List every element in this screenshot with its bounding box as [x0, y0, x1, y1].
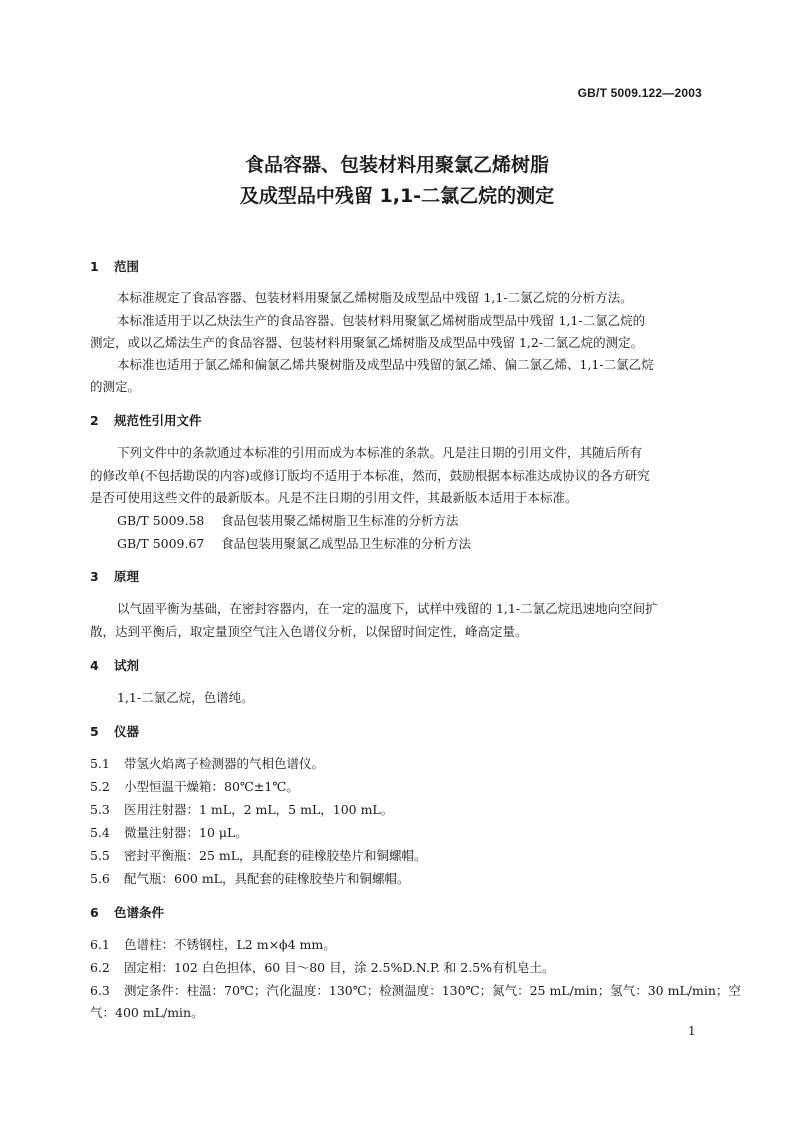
item-number: 5.5 — [90, 848, 110, 863]
section-heading-normative-references — [90, 411, 202, 429]
section-heading-reagents — [90, 656, 139, 674]
item-number: 6.3 — [90, 983, 110, 998]
item-text: 色谱柱：不锈钢柱，L2 m×ϕ4 mm。 — [124, 937, 336, 952]
item-number: 5.1 — [90, 756, 110, 771]
reference-code: GB/T 5009.58 — [117, 513, 205, 528]
reference-code: GB/T 5009.67 — [117, 536, 205, 551]
item-number: 6.2 — [90, 960, 110, 975]
section-heading-chromatographic-conditions — [90, 903, 164, 921]
condition-item — [90, 935, 336, 953]
item-text: 测定条件：柱温：70℃；汽化温度：130℃；检测温度：130℃；氮气：25 mL/min；氢气：30 mL/min；空 — [124, 983, 741, 998]
paragraph-line: 1,1-二氯乙烷，色谱纯。 — [117, 690, 254, 705]
instrument-item — [90, 754, 324, 772]
reference-entry — [117, 534, 471, 552]
section-heading-scope — [90, 257, 139, 275]
paragraph-line: 以气固平衡为基础，在密封容器内，在一定的温度下，试样中残留的 1,1-二氯乙烷迅速地向空间扩 — [117, 601, 658, 616]
section-title: 仪器 — [114, 724, 140, 739]
document-title-line-2: 及成型品中残留 1,1-二氯乙烷的测定 — [239, 185, 555, 207]
paragraph-line: 气：400 mL/min。 — [90, 1005, 204, 1020]
item-text: 小型恒温干燥箱：80℃±1℃。 — [124, 779, 299, 794]
section-title: 色谱条件 — [114, 905, 165, 920]
item-text: 带氢火焰离子检测器的气相色谱仪。 — [124, 756, 325, 771]
document-title-line-1: 食品容器、包装材料用聚氯乙烯树脂 — [244, 154, 549, 176]
reference-title: 食品包装用聚氯乙成型品卫生标准的分析方法 — [221, 536, 472, 551]
section-title: 试剂 — [114, 658, 140, 673]
paragraph-line: 本标准适用于以乙炔法生产的食品容器、包装材料用聚氯乙烯树脂成型品中残留 1,1-二氯乙烷的 — [117, 313, 646, 328]
item-text: 医用注射器：1 mL，2 mL，5 mL，100 mL。 — [124, 802, 394, 817]
item-text: 密封平衡瓶：25 mL，具配套的硅橡胶垫片和铜螺帽。 — [124, 848, 427, 863]
standard-code: GB/T 5009.122—2003 — [577, 86, 702, 100]
paragraph-line: 是否可使用这些文件的最新版本。凡是不注日期的引用文件，其最新版本适用于本标准。 — [90, 490, 578, 505]
paragraph-line: 散，达到平衡后，取定量顶空气注入色谱仪分析，以保留时间定性，峰高定量。 — [90, 624, 528, 639]
section-number: 3 — [90, 569, 99, 584]
paragraph-line: 本标准也适用于氯乙烯和偏氯乙烯共聚树脂及成型品中残留的氯乙烯、偏二氯乙烯、1,1-二氯乙烷 — [117, 357, 654, 372]
section-number: 4 — [90, 658, 99, 673]
section-number: 5 — [90, 724, 99, 739]
item-number: 5.6 — [90, 871, 110, 886]
page-number: 1 — [688, 1024, 696, 1038]
section-number: 1 — [90, 259, 99, 274]
condition-item — [90, 981, 741, 999]
item-number: 5.4 — [90, 825, 110, 840]
instrument-item — [90, 846, 427, 864]
section-number: 6 — [90, 905, 99, 920]
item-number: 5.3 — [90, 802, 110, 817]
instrument-item — [90, 869, 410, 887]
instrument-item — [90, 800, 393, 818]
paragraph-line: 测定，或以乙烯法生产的食品容器、包装材料用聚氯乙烯树脂及成型品中残留 1,2-二氯乙烷的测定。 — [90, 335, 644, 350]
paragraph-line: 下列文件中的条款通过本标准的引用而成为本标准的条款。凡是注日期的引用文件，其随后所有 — [117, 445, 643, 460]
section-heading-instruments — [90, 722, 139, 740]
paragraph-line: 的修改单(不包括勘误的内容)或修订版均不适用于本标准，然而，鼓励根据本标准达成协议的各方研究 — [90, 468, 650, 483]
item-number: 6.1 — [90, 937, 110, 952]
item-text: 微量注射器：10 μL。 — [124, 825, 248, 840]
instrument-item — [90, 777, 299, 795]
paragraph-line: 本标准规定了食品容器、包装材料用聚氯乙烯树脂及成型品中残留 1,1-二氯乙烷的分析方法。 — [117, 290, 633, 305]
reference-title: 食品包装用聚乙烯树脂卫生标准的分析方法 — [221, 513, 459, 528]
section-title: 原理 — [114, 569, 140, 584]
instrument-item — [90, 823, 248, 841]
item-text: 配气瓶：600 mL，具配套的硅橡胶垫片和铜螺帽。 — [124, 871, 410, 886]
section-title: 范围 — [114, 259, 140, 274]
reference-entry — [117, 511, 459, 529]
section-title: 规范性引用文件 — [114, 413, 202, 428]
paragraph-line: 的测定。 — [90, 379, 141, 394]
section-number: 2 — [90, 413, 99, 428]
condition-item — [90, 958, 555, 976]
item-number: 5.2 — [90, 779, 110, 794]
item-text: 固定相：102 白色担体，60 目～80 目，涂 2.5%D.N.P. 和 2.5%有机皂土。 — [124, 960, 555, 975]
section-heading-principle — [90, 567, 139, 585]
